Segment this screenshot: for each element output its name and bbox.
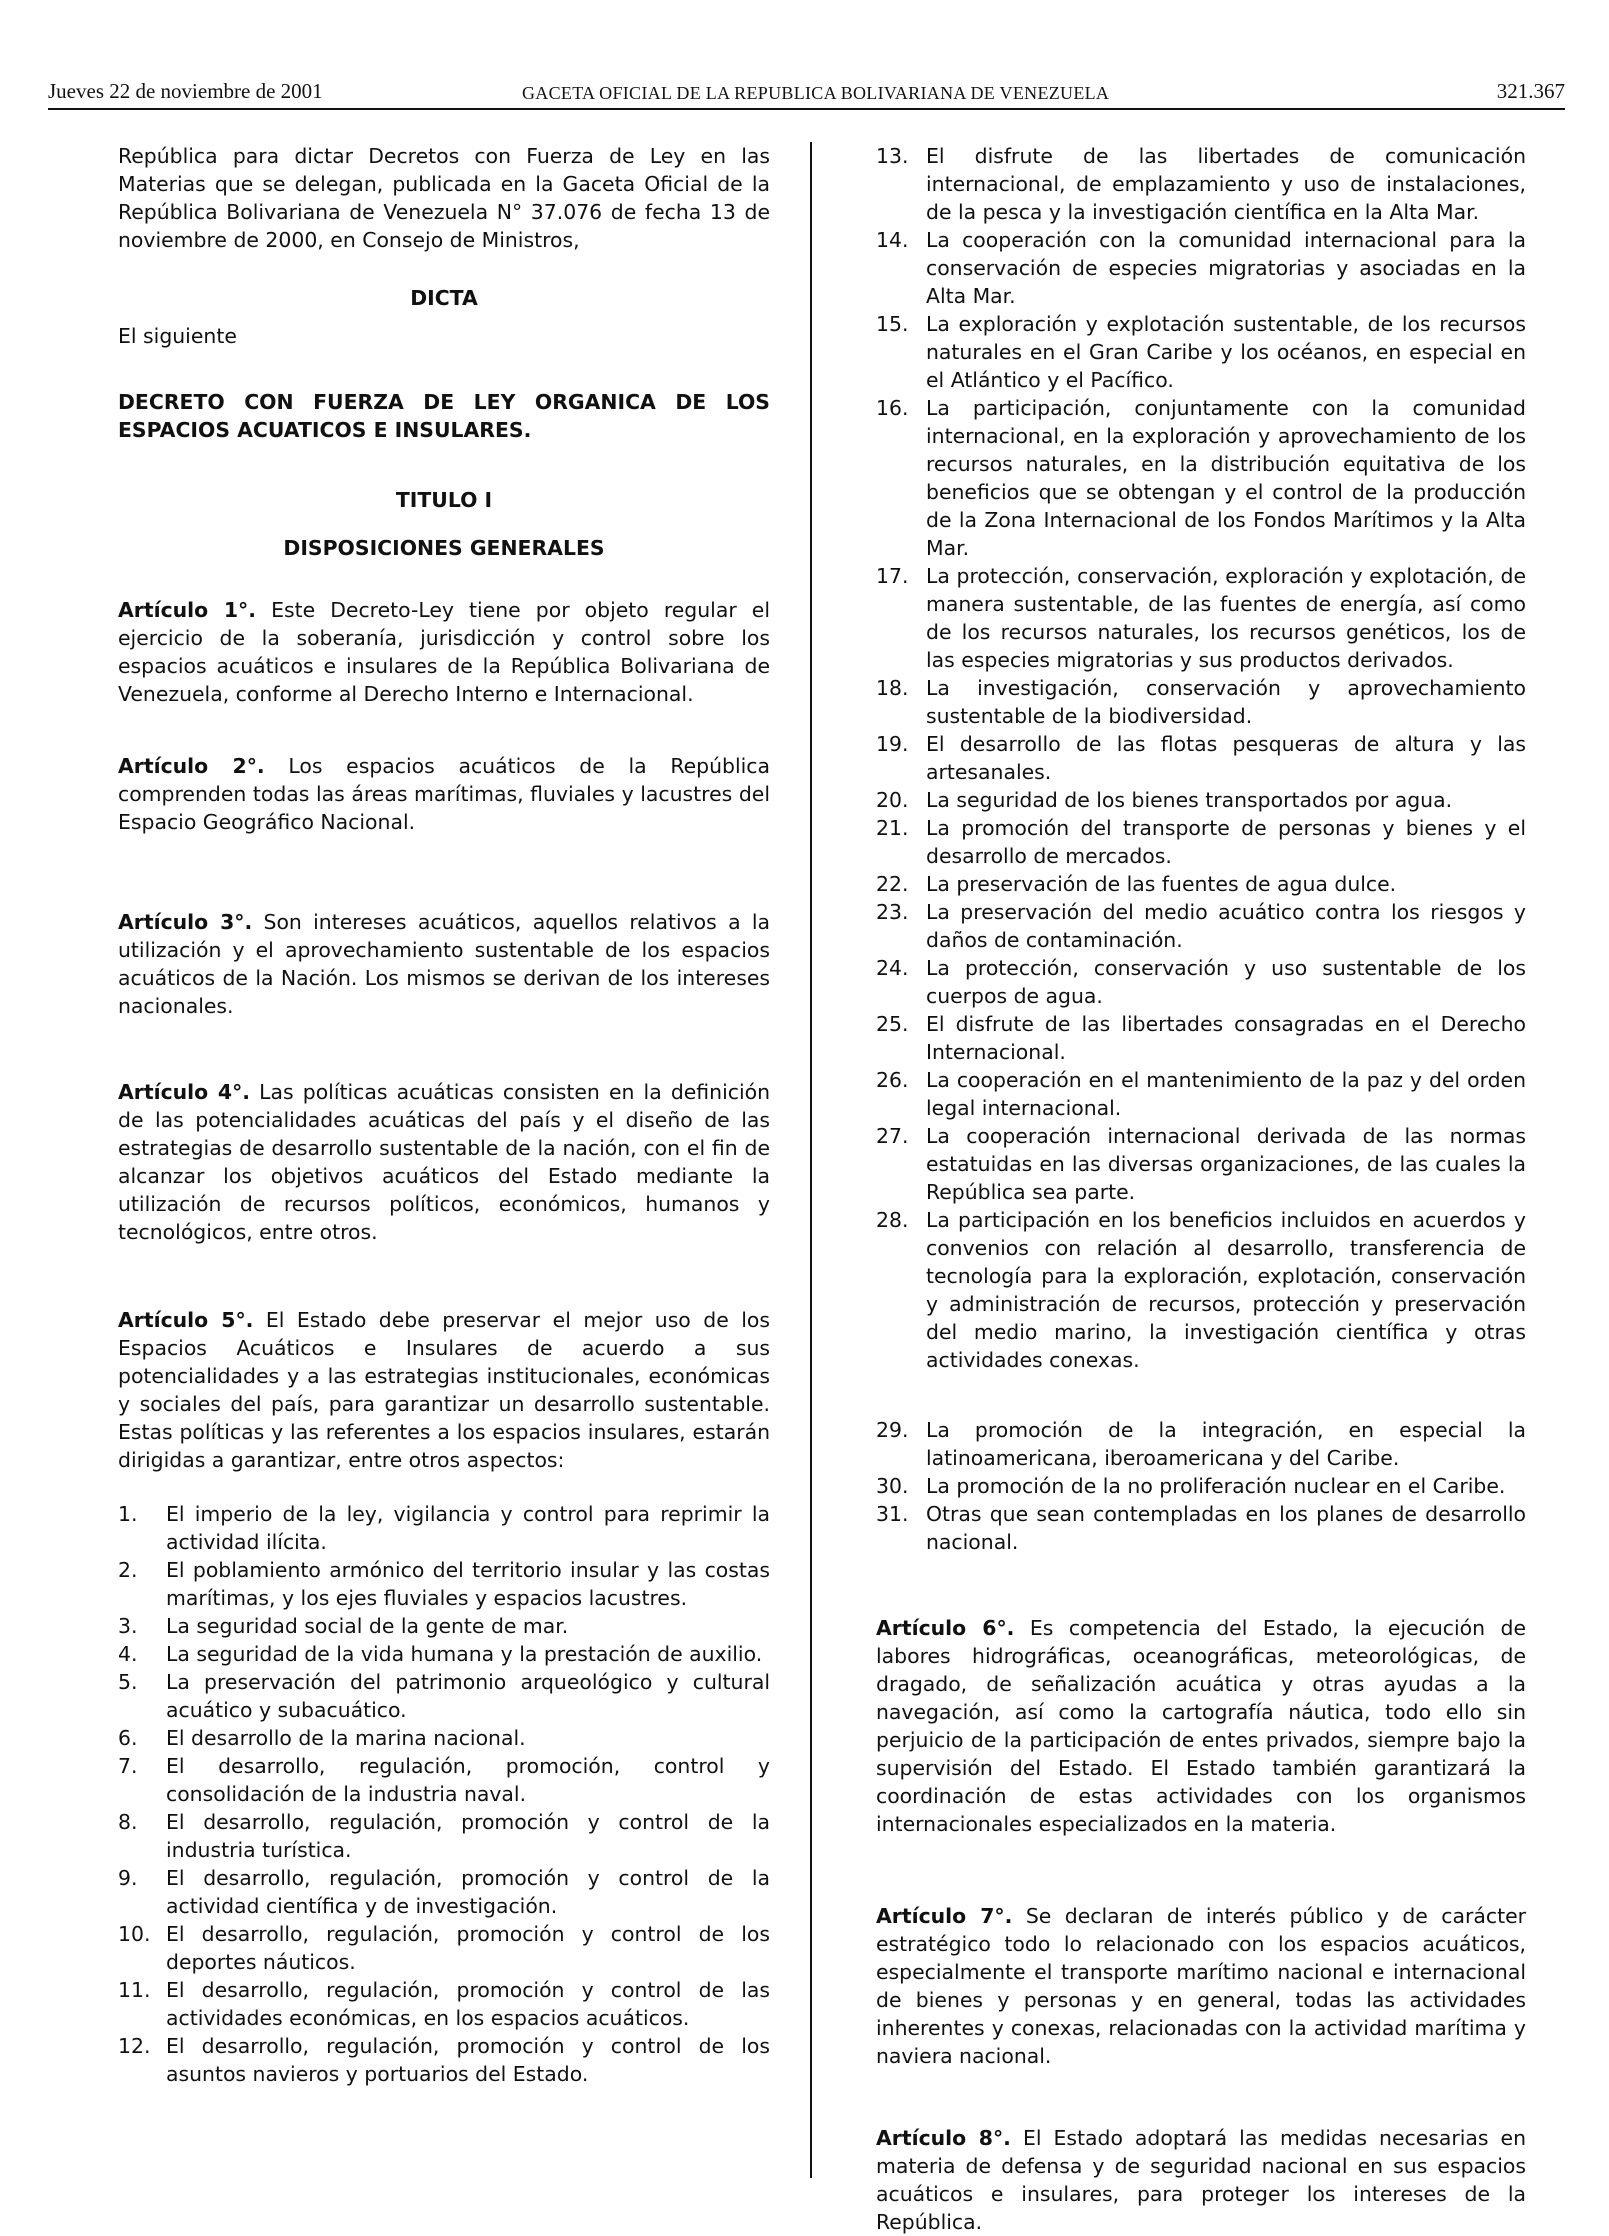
item-text: La investigación, conservación y aprovechamiento sustentable de la biodiversidad.: [926, 676, 1526, 728]
list-item: [876, 1416, 1526, 1472]
item-number: 30.: [876, 1474, 909, 1498]
item-text: El desarrollo, regulación, promoción y control de la actividad científica y de investigación.: [166, 1866, 770, 1918]
item-number: 22.: [876, 872, 909, 896]
item-text: El imperio de la ley, vigilancia y control para reprimir la actividad ilícita.: [166, 1502, 770, 1554]
item-text: El desarrollo, regulación, promoción y control de los deportes náuticos.: [166, 1922, 770, 1974]
item-number: 6.: [118, 1726, 138, 1750]
article-6-text: Es competencia del Estado, la ejecución de labores hidrográficas, oceanográficas, meteorológicas, de dragado, de señalización acuática y otras ayudas a la navegación, así como la cartografía náutica, todo ello sin perjuicio de la participación de entes privados, siempre bajo la supervisión del Estado. El Estado también garantizará la coordinación de estas actividades con los organismos internacionales especializados en la materia.: [876, 1616, 1526, 1836]
el-siguiente: El siguiente: [118, 324, 237, 348]
list-item: [876, 226, 1526, 310]
issue-date: Jueves 22 de noviembre de 2001: [48, 79, 323, 103]
left-column: [118, 142, 770, 2088]
list-item: [118, 1920, 770, 1976]
item-text: La promoción de la no proliferación nuclear en el Caribe.: [926, 1474, 1506, 1498]
item-text: El poblamiento armónico del territorio insular y las costas marítimas, y los ejes fluviales y espacios lacustres.: [166, 1558, 770, 1610]
item-number: 14.: [876, 228, 909, 252]
item-number: 9.: [118, 1866, 138, 1890]
article-2-title: Artículo 2°.: [118, 754, 265, 778]
article-3-text: Son intereses acuáticos, aquellos relativos a la utilización y el aprovechamiento sustentable de los espacios acuáticos de la Nación. Los mismos se derivan de los intereses nacionales.: [118, 910, 771, 1018]
item-text: La seguridad de la vida humana y la prestación de auxilio.: [166, 1642, 763, 1666]
list-item: [876, 954, 1526, 1010]
item-number: 27.: [876, 1124, 909, 1148]
item-number: 29.: [876, 1418, 909, 1442]
item-text: La seguridad social de la gente de mar.: [166, 1614, 569, 1638]
article-1-text: Este Decreto-Ley tiene por objeto regular el ejercicio de la soberanía, jurisdicción y control sobre los espacios acuáticos e insulares de la República Bolivariana de Venezuela, conforme al Derecho Interno e Internacional.: [118, 598, 770, 706]
article-7-text: Se declaran de interés público y de carácter estratégico todo lo relacionado con los espacios acuáticos, especialmente el transporte marítimo nacional e internacional de bienes y personas y en general, todas las actividades inherentes y conexas, relacionadas con la actividad marítima y naviera nacional.: [876, 1904, 1527, 2068]
right-column: [876, 142, 1526, 2236]
item-number: 18.: [876, 676, 909, 700]
item-number: 28.: [876, 1208, 909, 1232]
list-item: [118, 1556, 770, 1612]
item-number: 5.: [118, 1670, 138, 1694]
article-2-text: Los espacios acuáticos de la República comprenden todas las áreas marítimas, fluviales y lacustres del Espacio Geográfico Nacional.: [118, 754, 770, 834]
item-number: 11.: [118, 1978, 151, 2002]
item-text: El desarrollo, regulación, promoción y control de los asuntos navieros y portuarios del Estado.: [166, 2034, 770, 2086]
list-item: [876, 1500, 1526, 1556]
list-item: [876, 310, 1526, 394]
list-item: [118, 1724, 770, 1752]
item-text: El desarrollo de la marina nacional.: [166, 1726, 526, 1750]
item-number: 16.: [876, 396, 909, 420]
item-number: 7.: [118, 1754, 138, 1778]
list-item: [118, 1640, 770, 1668]
article-5-list-left: [118, 1500, 770, 2088]
item-number: 8.: [118, 1810, 138, 1834]
article-4-text: Las políticas acuáticas consisten en la definición de las potencialidades acuáticas del país y el diseño de las estrategias de desarrollo sustentable de la nación, con el fin de alcanzar los objetivos acuáticos del Estado mediante la utilización de recursos políticos, económicos, humanos y tecnológicos, entre otros.: [118, 1080, 771, 1244]
item-text: La promoción de la integración, en especial la latinoamericana, iberoamericana y del Caribe.: [926, 1418, 1526, 1470]
article-7-title: Artículo 7°.: [876, 1904, 1013, 1928]
article-5: [118, 1306, 770, 1474]
list-item: [876, 814, 1526, 870]
dicta-heading: DICTA: [410, 286, 478, 310]
item-number: 10.: [118, 1922, 151, 1946]
article-5-text: El Estado debe preservar el mejor uso de los Espacios Acuáticos e Insulares de acuerdo a sus potencialidades y a las estrategias institucionales, económicas y sociales del país, para garantizar un desarrollo sustentable. Estas políticas y las referentes a los espacios insulares, estarán dirigidas a garantizar, entre otros aspectos:: [118, 1308, 770, 1472]
list-item: [118, 1668, 770, 1724]
item-text: La protección, conservación y uso sustentable de los cuerpos de agua.: [926, 956, 1526, 1008]
item-text: La promoción del transporte de personas y bienes y el desarrollo de mercados.: [926, 816, 1526, 868]
item-number: 31.: [876, 1502, 909, 1526]
list-item: [118, 1808, 770, 1864]
item-text: El desarrollo de las flotas pesqueras de altura y las artesanales.: [926, 732, 1526, 784]
item-text: El disfrute de las libertades consagradas en el Derecho Internacional.: [926, 1012, 1526, 1064]
article-6-title: Artículo 6°.: [876, 1616, 1015, 1640]
item-text: La preservación del patrimonio arqueológico y cultural acuático y subacuático.: [166, 1670, 770, 1722]
item-text: El desarrollo, regulación, promoción y control de la industria turística.: [166, 1810, 770, 1862]
item-number: 13.: [876, 144, 909, 168]
article-3: [118, 908, 770, 1020]
item-number: 20.: [876, 788, 909, 812]
item-number: 15.: [876, 312, 909, 336]
list-item: [876, 1122, 1526, 1206]
list-item: [876, 1066, 1526, 1122]
article-5-title: Artículo 5°.: [118, 1308, 254, 1332]
list-item: [118, 1612, 770, 1640]
article-3-title: Artículo 3°.: [118, 910, 253, 934]
list-item: [876, 142, 1526, 226]
article-8-text: El Estado adoptará las medidas necesarias en materia de defensa y de seguridad nacional en sus espacios acuáticos e insulares, para proteger los intereses de la República.: [876, 2126, 1527, 2234]
list-item: [876, 562, 1526, 674]
item-number: 12.: [118, 2034, 151, 2058]
publication-name: GACETA OFICIAL DE LA REPUBLICA BOLIVARIANA DE VENEZUELA: [522, 83, 1110, 103]
article-8: [876, 2124, 1526, 2236]
disposiciones-heading: DISPOSICIONES GENERALES: [283, 536, 605, 560]
list-item: [118, 1500, 770, 1556]
item-text: El desarrollo, regulación, promoción y control de las actividades económicas, en los espacios acuáticos.: [166, 1978, 770, 2030]
article-8-title: Artículo 8°.: [876, 2126, 1011, 2150]
item-text: La cooperación en el mantenimiento de la paz y del orden legal internacional.: [926, 1068, 1526, 1120]
item-text: La preservación de las fuentes de agua dulce.: [926, 872, 1397, 896]
item-number: 25.: [876, 1012, 909, 1036]
item-text: La seguridad de los bienes transportados por agua.: [926, 788, 1453, 812]
list-item: [876, 1206, 1526, 1374]
list-item: [876, 1472, 1526, 1500]
article-2: [118, 752, 770, 836]
page-number: 321.367: [1496, 79, 1565, 103]
list-item: [118, 1864, 770, 1920]
list-item: [876, 870, 1526, 898]
item-text: El desarrollo, regulación, promoción, control y consolidación de la industria naval.: [166, 1754, 770, 1806]
item-text: La participación en los beneficios incluidos en acuerdos y convenios con relación al desarrollo, transferencia de tecnología para la exploración, explotación, conservación y administración de recursos, protección y preservación del medio marino, la investigación científica y otras actividades conexas.: [926, 1208, 1526, 1372]
list-item: [876, 674, 1526, 730]
item-number: 21.: [876, 816, 909, 840]
item-number: 23.: [876, 900, 909, 924]
item-number: 2.: [118, 1558, 138, 1582]
item-number: 19.: [876, 732, 909, 756]
item-number: 4.: [118, 1642, 138, 1666]
list-item: [118, 1752, 770, 1808]
item-text: La participación, conjuntamente con la comunidad internacional, en la exploración y aprovechamiento de los recursos naturales, en la distribución equitativa de los beneficios que se obtengan y el control de la producción de la Zona Internacional de los Fondos Marítimos y la Alta Mar.: [926, 396, 1526, 560]
article-6: [876, 1614, 1526, 1838]
item-text: La exploración y explotación sustentable, de los recursos naturales en el Gran Caribe y los océanos, en especial en el Atlántico y el Pacífico.: [926, 312, 1526, 392]
item-text: Otras que sean contempladas en los planes de desarrollo nacional.: [926, 1502, 1526, 1554]
list-item: [876, 1010, 1526, 1066]
titulo-heading: TITULO I: [395, 488, 493, 512]
item-text: La cooperación con la comunidad internacional para la conservación de especies migratorias y asociadas en la Alta Mar.: [926, 228, 1526, 308]
decree-title: DECRETO CON FUERZA DE LEY ORGANICA DE LOS ESPACIOS ACUATICOS E INSULARES.: [118, 390, 770, 442]
masthead: [48, 78, 1565, 110]
item-text: La protección, conservación, exploración y explotación, de manera sustentable, de las fuentes de energía, así como de los recursos naturales, los recursos genéticos, los de las especies migratorias y sus productos derivados.: [926, 564, 1526, 672]
item-number: 26.: [876, 1068, 909, 1092]
article-5-list-right: [876, 142, 1526, 1374]
item-number: 1.: [118, 1502, 138, 1526]
list-item: [876, 730, 1526, 786]
list-item: [876, 898, 1526, 954]
item-text: La cooperación internacional derivada de las normas estatuidas en las diversas organizaciones, de las cuales la República sea parte.: [926, 1124, 1526, 1204]
article-7: [876, 1902, 1526, 2070]
article-4: [118, 1078, 770, 1246]
item-text: El disfrute de las libertades de comunicación internacional, de emplazamiento y uso de instalaciones, de la pesca y la investigación científica en la Alta Mar.: [926, 144, 1526, 224]
article-5-list-right-continued: [876, 1416, 1526, 1556]
article-4-title: Artículo 4°.: [118, 1080, 251, 1104]
column-divider: [810, 142, 812, 2178]
intro-paragraph: República para dictar Decretos con Fuerza de Ley en las Materias que se delegan, publicada en la Gaceta Oficial de la República Bolivariana de Venezuela N° 37.076 de fecha 13 de noviembre de 2000, en Consejo de Ministros,: [118, 144, 770, 252]
article-1-title: Artículo 1°.: [118, 598, 256, 622]
list-item: [118, 2032, 770, 2088]
list-item: [876, 786, 1526, 814]
item-number: 24.: [876, 956, 909, 980]
item-number: 17.: [876, 564, 909, 588]
list-item: [118, 1976, 770, 2032]
item-text: La preservación del medio acuático contra los riesgos y daños de contaminación.: [926, 900, 1526, 952]
list-item: [876, 394, 1526, 562]
item-number: 3.: [118, 1614, 138, 1638]
article-1: [118, 596, 770, 708]
